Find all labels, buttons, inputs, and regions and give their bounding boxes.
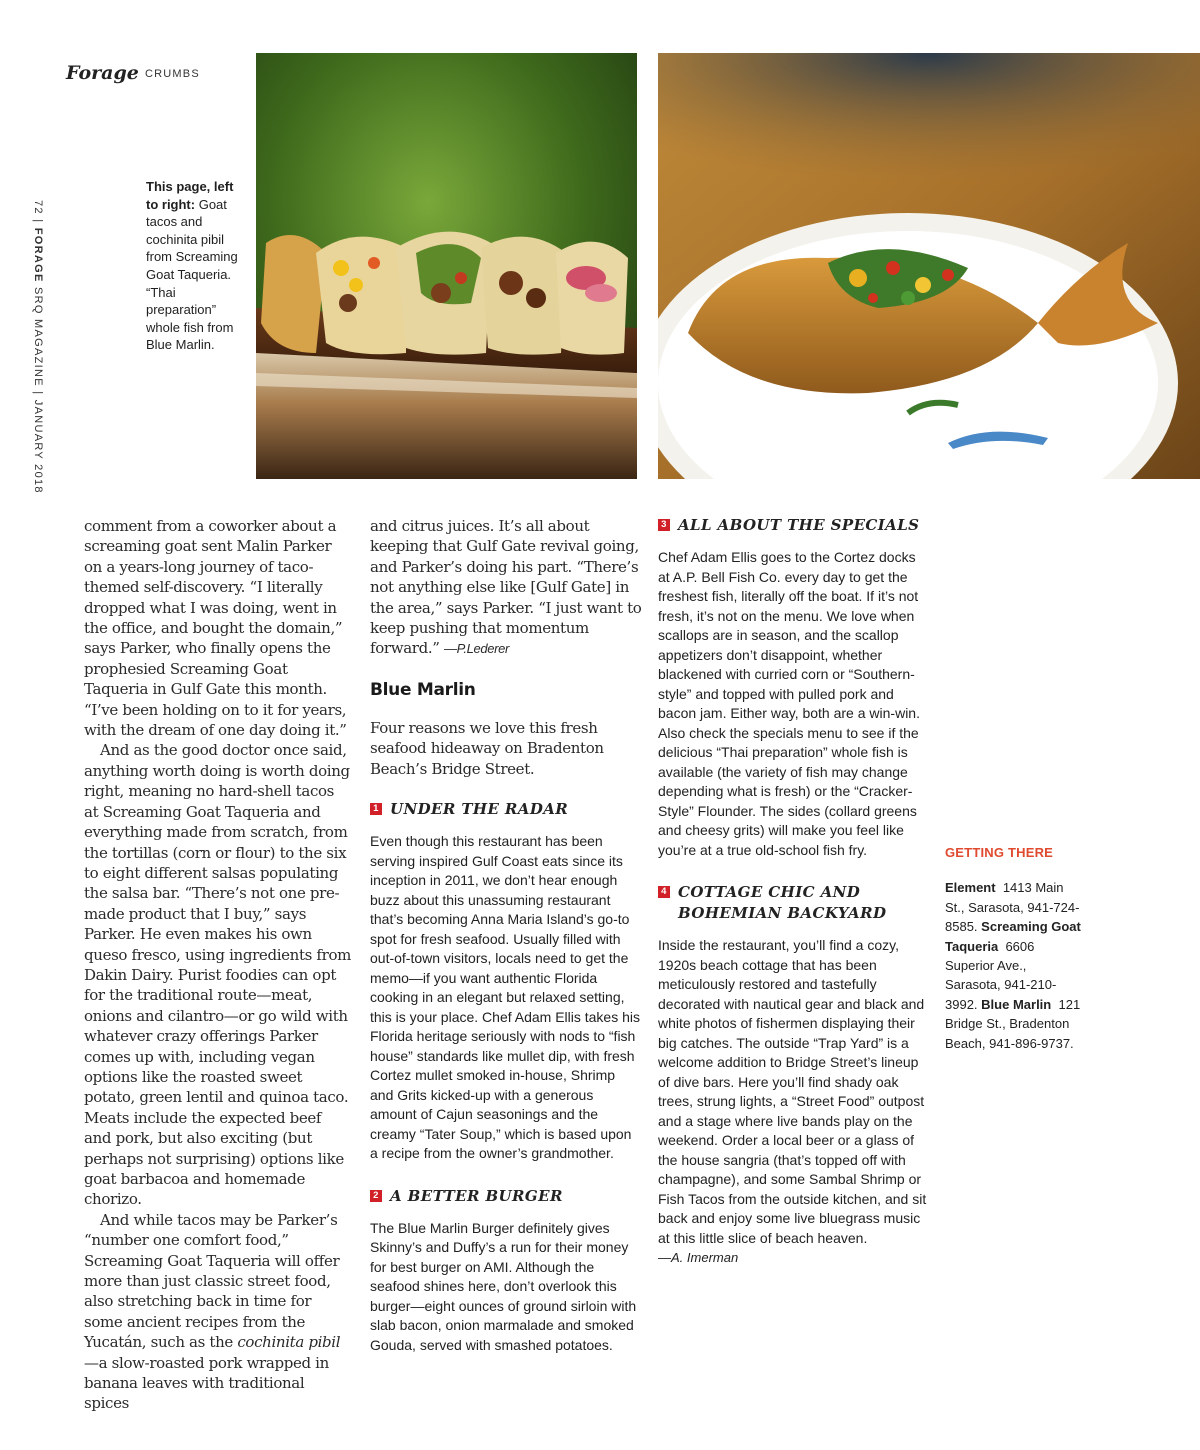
signoff-lederer: —P.Lederer (444, 641, 509, 657)
photo-caption (146, 178, 244, 354)
tacos-photo (256, 53, 637, 479)
caption-text: Goat tacos and cochinita pibil from Screaming Goat Taqueria. “Thai preparation” whole fish from Blue Marlin. (146, 196, 238, 353)
tacos-image (256, 53, 637, 479)
col1-paragraph-2: And as the good doctor once said, anything worth doing is worth doing right, meaning no hard-shell tacos at Screaming Goat Taqueria and everything made from scratch, from the tortillas (corn or flour) to the six to eight different salsas populating the salsa bar. “There’s not one pre-made product that I buy,” says Parker. He even makes his own queso fresco, using ingredients from Dakin Dairy. Purist foodies can opt for the traditional route—meat, onions and cilantro—or go wild with whatever crazy offerings Parker comes up with, including vegan options like the roasted sweet potato, green lentil and quinoa taco. Meats include the expected beef and pork, but also exciting (but perhaps not surprising) options like goat barbacoa and homemade chorizo. (84, 741, 352, 1209)
column-2 (370, 516, 642, 1355)
col1-paragraph-1: comment from a coworker about a screaming goat sent Malin Parker on a years-long journey of taco-themed self-discovery. “I literally dropped what I was doing, went in the office, and bought the domain,” says Parker, who finally opens the prophesied Screaming Goat Taqueria in Gulf Gate this month. “I’ve been holding on to it for years, with the dream of one day doing it.” (84, 517, 347, 740)
subhead-under-the-radar (370, 799, 642, 820)
folio-publication: SRQ MAGAZINE (32, 286, 44, 387)
fish-photo (658, 53, 1200, 479)
subhead-title: UNDER THE RADAR (390, 800, 569, 819)
col1-p3-emphasis: cochinita pibil (237, 1333, 341, 1352)
folio-section: FORAGE (32, 227, 44, 283)
folio-divider: | (32, 219, 44, 228)
venue-address-blue-marlin: 121 Bridge St., Bradenton Beach, 941-896-9737. (945, 996, 1081, 1051)
number-badge: 1 (370, 803, 382, 815)
folio-issue: JANUARY 2018 (32, 399, 44, 494)
under-the-radar-body: Even though this restaurant has been serving inspired Gulf Coast eats since its inception in 2011, we don’t hear enough buzz about this unassuming restaurant that’s becoming Anna Maria Island’s go-to spot for fresh seafood. Usually filled with out-of-town visitors, locals need to get the memo—if you want authentic Florida cooking in an elegant but relaxed setting, this is your place. Chef Adam Ellis takes his Florida heritage seriously with nods to “fish house” standards like mullet dip, with fresh Cortez mullet smoked in-house, Shrimp and Grits kicked-up with a generous amount of Cajun seasonings and the creamy “Tater Soup,” which is based upon a recipe from the owner’s grandmother. (370, 833, 641, 1162)
caption-lead: This page, left to right: (146, 179, 234, 212)
venue-name-element: Element (945, 880, 996, 896)
subhead-title: ALL ABOUT THE SPECIALS (678, 516, 920, 534)
subhead-better-burger (370, 1186, 642, 1207)
col1-p3-text-b: —a slow-roasted pork wrapped in banana leaves with traditional spices (84, 1353, 329, 1413)
section-subtitle: CRUMBS (145, 68, 200, 80)
venue-name-blue-marlin: Blue Marlin (981, 996, 1052, 1012)
col2-p1-text: and citrus juices. It’s all about keeping that Gulf Gate revival going, and Parker’s doing his part. “There’s not anything else like [Gulf Gate] in the area,” says Parker. “I just want to keep pushing that momentum forward.” (370, 517, 642, 658)
section-name: Forage (66, 62, 139, 84)
subhead-title: COTTAGE CHIC AND BOHEMIAN BACKYARD (678, 883, 887, 922)
page-number: 72 (32, 200, 44, 215)
page-folio (32, 200, 44, 494)
blue-marlin-heading: Blue Marlin (370, 679, 476, 700)
col2-paragraph-1 (370, 516, 642, 660)
fish-image (658, 53, 1200, 479)
number-badge: 2 (370, 1190, 382, 1202)
col1-p3-text-a: And while tacos may be Parker’s “number one comfort food,” Screaming Goat Taqueria will offer more than just classic street food, also stretching back in time for some ancient recipes from the Yucatán, such as the (84, 1210, 340, 1352)
venue-list (945, 878, 1085, 1053)
venue-address-element: 1413 Main St., Sarasota, 941-724-8585. (945, 880, 1080, 935)
better-burger-body: The Blue Marlin Burger definitely gives Skinny’s and Duffy’s a run for their money for best burger on AMI. Although the seafood shines here, don’t overlook this burger—eight ounces of ground sirloin with slab bacon, onion marmalade and smoked Gouda, served with smashed potatoes. (370, 1219, 637, 1353)
col1-paragraph-3 (84, 1210, 352, 1414)
folio-divider: | (32, 391, 44, 400)
number-badge: 3 (658, 519, 670, 531)
number-badge: 4 (658, 886, 670, 898)
venue-address-screaming-goat: 6606 Superior Ave., Sarasota, 941-210-3992. (945, 938, 1057, 1012)
subhead-cottage-chic (658, 882, 930, 924)
specials-body: Chef Adam Ellis goes to the Cortez docks at A.P. Bell Fish Co. every day to get the freshest fish, literally off the boat. If it’s not fresh, it’s not on the menu. We love when scallops are in season, and the scallop appetizers don’t disappoint, whether blackened with curried corn or “Southern-style” and topped with pulled pork and bacon jam. Either way, both are a win-win. Also check the specials menu to see if the delicious “Thai preparation” whole fish is available (the variety of fish may change depending what is fresh) or the “Cracker-Style” Flounder. The sides (collard greens and cheesy grits) will make you feel like you’re at a true old-school fish fry. (658, 549, 920, 858)
getting-there-heading: GETTING THERE (945, 845, 1054, 860)
venue-name-screaming-goat: Screaming Goat Taqueria (945, 919, 1081, 954)
cottage-chic-body: Inside the restaurant, you’ll find a cozy, 1920s beach cottage that has been meticulously restored and tastefully decorated with nautical gear and black and white photos of fishermen displaying their big catches. The outside “Trap Yard” is a welcome addition to Bridge Street’s lineup of dive bars. Here you’ll find shady oak trees, strung lights, a “Street Food” outpost and a stage where live bands play on the weekend. Order a local beer or a glass of the house sangria (that’s topped off with champagne), and some Sambal Shrimp or Fish Tacos from the outside kitchen, and sit back and enjoy some live bluegrass music at this little slice of beach heaven. (658, 937, 927, 1246)
subhead-title: A BETTER BURGER (390, 1186, 563, 1205)
column-3 (658, 515, 930, 1268)
column-1 (84, 516, 352, 1414)
getting-there-sidebar (945, 843, 1085, 1053)
blue-marlin-intro: Four reasons we love this fresh seafood hideaway on Bradenton Beach’s Bridge Street. (370, 718, 604, 778)
signoff-imerman: —A. Imerman (658, 1250, 739, 1265)
subhead-all-about-specials (658, 515, 930, 536)
